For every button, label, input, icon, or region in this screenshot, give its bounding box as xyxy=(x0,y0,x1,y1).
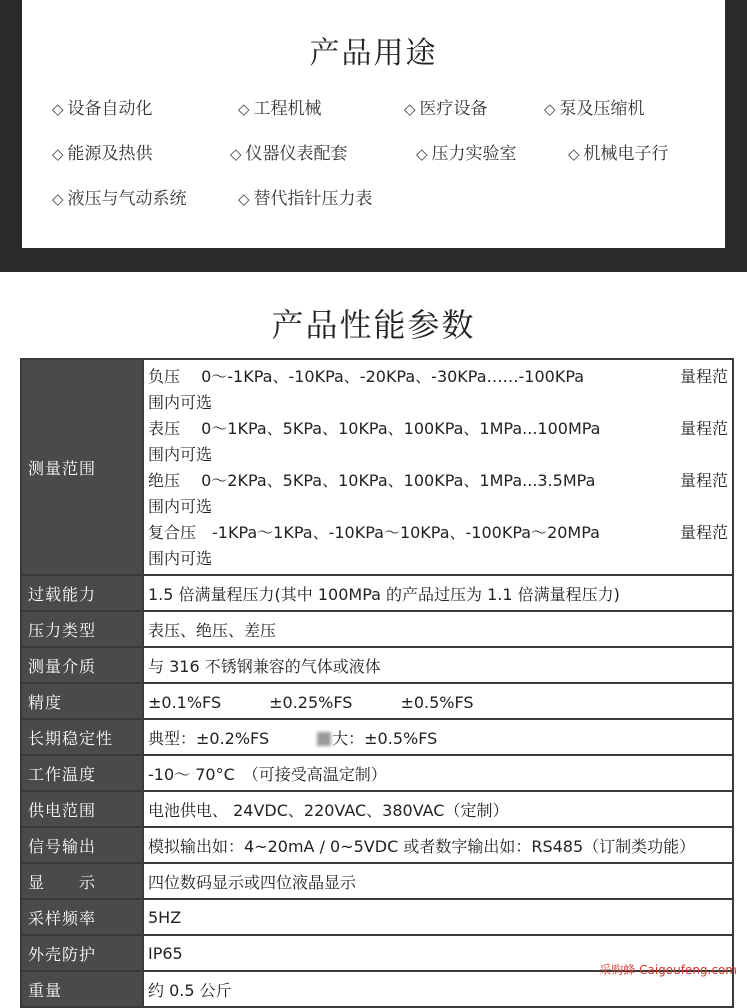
spec-value: ±0.1%FS ±0.25%FS ±0.5%FS xyxy=(143,683,733,719)
spec-value: IP65 xyxy=(143,935,733,971)
diamond-bullet-icon: ◇ xyxy=(568,145,580,163)
spec-value: 表压、绝压、差压 xyxy=(143,611,733,647)
table-row xyxy=(21,359,733,575)
spec-value: 与 316 不锈钢兼容的气体或液体 xyxy=(143,647,733,683)
spec-value: 5HZ xyxy=(143,899,733,935)
diamond-bullet-icon: ◇ xyxy=(238,100,250,118)
table-row xyxy=(21,755,733,791)
spec-label: 工作温度 xyxy=(21,755,143,791)
usage-item: ◇ 压力实验室 xyxy=(416,144,517,164)
spec-label: 测量范围 xyxy=(21,359,143,575)
spec-value-range xyxy=(143,359,733,575)
spec-label: 外壳防护 xyxy=(21,935,143,971)
range-line: 围内可选 xyxy=(148,497,213,516)
spec-label: 过载能力 xyxy=(21,575,143,611)
spec-value: 模拟输出如：4~20mA / 0~5VDC 或者数字输出如：RS485（订制类功能） xyxy=(143,827,733,863)
usage-item: ◇ 替代指针压力表 xyxy=(238,189,373,209)
spec-value: 电池供电、 24VDC、220VAC、380VAC（定制） xyxy=(143,791,733,827)
table-row xyxy=(21,899,733,935)
table-row xyxy=(21,719,733,755)
range-line: 量程范 绝压 0～2KPa、5KPa、10KPa、100KPa、1MPa...3.5MPa xyxy=(148,471,728,490)
usage-title: 产品用途 xyxy=(309,36,438,71)
table-row xyxy=(21,827,733,863)
usage-item: ◇ 能源及热供 xyxy=(52,144,153,164)
usage-item: ◇ 设备自动化 xyxy=(52,99,153,119)
table-row xyxy=(21,575,733,611)
watermark: 采购蜂 Caigoufeng.com xyxy=(599,963,737,977)
diamond-bullet-icon: ◇ xyxy=(52,145,64,163)
spec-value: 1.5 倍满量程压力(其中 100MPa 的产品过压为 1.1 倍满量程压力) xyxy=(143,575,733,611)
spec-label: 长期稳定性 xyxy=(21,719,143,755)
range-line: 量程范 表压 0～1KPa、5KPa、10KPa、100KPa、1MPa...100MPa xyxy=(148,419,728,438)
diamond-bullet-icon: ◇ xyxy=(238,190,250,208)
spec-label: 测量介质 xyxy=(21,647,143,683)
usage-item: ◇ 液压与气动系统 xyxy=(52,189,187,209)
spec-table xyxy=(20,358,734,1008)
spec-label: 压力类型 xyxy=(21,611,143,647)
diamond-bullet-icon: ◇ xyxy=(52,190,64,208)
diamond-bullet-icon: ◇ xyxy=(52,100,64,118)
spec-label: 重量 xyxy=(21,971,143,1007)
spec-label: 供电范围 xyxy=(21,791,143,827)
spec-label: 精度 xyxy=(21,683,143,719)
table-row xyxy=(21,791,733,827)
range-line: 量程范 复合压 -1KPa～1KPa、-10KPa～10KPa、-100KPa～20MPa xyxy=(148,523,728,542)
usage-item: ◇ 医疗设备 xyxy=(404,99,488,119)
table-row xyxy=(21,611,733,647)
spec-value: -10～ 70°C （可接受高温定制） xyxy=(143,755,733,791)
range-line: 围内可选 xyxy=(148,393,213,412)
table-row xyxy=(21,683,733,719)
diamond-bullet-icon: ◇ xyxy=(416,145,428,163)
usage-item: ◇ 仪器仪表配套 xyxy=(230,144,348,164)
blurred-glyph xyxy=(317,732,331,746)
spec-label: 采样频率 xyxy=(21,899,143,935)
usage-item: ◇ 机械电子行 xyxy=(568,144,669,164)
range-line: 围内可选 xyxy=(148,549,213,568)
spec-label: 显 示 xyxy=(21,863,143,899)
spec-title: 产品性能参数 xyxy=(271,306,476,344)
diamond-bullet-icon: ◇ xyxy=(544,100,556,118)
diamond-bullet-icon: ◇ xyxy=(230,145,242,163)
range-line: 量程范 负压 0～-1KPa、-10KPa、-20KPa、-30KPa……-100KPa xyxy=(148,367,728,386)
spec-label: 信号输出 xyxy=(21,827,143,863)
diamond-bullet-icon: ◇ xyxy=(404,100,416,118)
range-line: 围内可选 xyxy=(148,445,213,464)
usage-card xyxy=(22,0,725,248)
table-row xyxy=(21,647,733,683)
spec-value: 四位数码显示或四位液晶显示 xyxy=(143,863,733,899)
usage-item: ◇ 泵及压缩机 xyxy=(544,99,645,119)
spec-value: 约 0.5 公斤 xyxy=(143,971,733,1007)
table-row xyxy=(21,863,733,899)
usage-item: ◇ 工程机械 xyxy=(238,99,322,119)
spec-value: 典型：±0.2%FS 大：±0.5%FS xyxy=(143,719,733,755)
